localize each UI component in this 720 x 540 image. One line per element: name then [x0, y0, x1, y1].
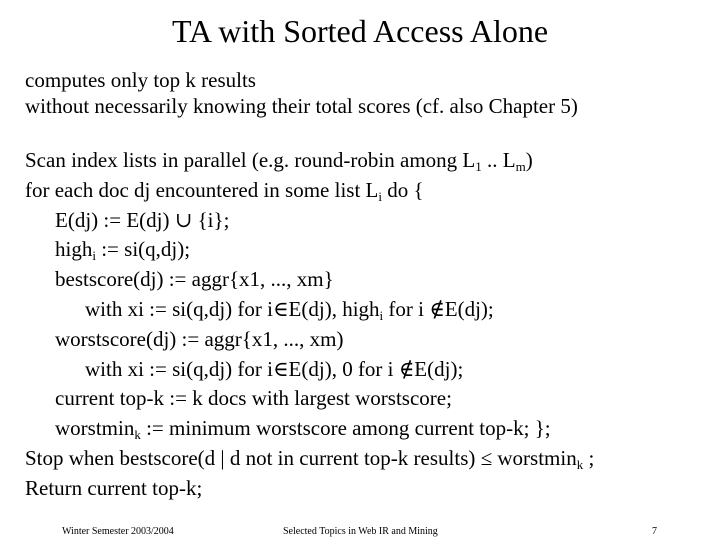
intro-text [25, 67, 578, 119]
algo-subscript: 1 [475, 159, 482, 174]
algo-subscript: k [134, 427, 141, 443]
slide-title: TA with Sorted Access Alone [171, 13, 549, 49]
algo-text: worstmin [55, 416, 135, 441]
algo-line-worstscore-with: with xi := si(q,dj) for i∈E(dj), 0 for i ∉E(dj); [85, 356, 464, 381]
algo-line-return: Return current top-k; [25, 475, 203, 500]
algo-text: := minimum worstscore among current top-k; }; [140, 416, 551, 441]
algo-line-high [25, 235, 594, 265]
algo-line-current-topk: current top-k := k docs with largest worstscore; [55, 386, 452, 411]
algo-line-for-each [25, 176, 594, 206]
footer-course: Selected Topics in Web IR and Mining [283, 526, 438, 537]
algo-line-worstscore: worstscore(dj) := aggr{x1, ..., xm) [55, 326, 344, 351]
algo-subscript: i [92, 248, 96, 264]
intro-line-1: computes only top k results [25, 68, 256, 92]
algo-line-scan [25, 146, 594, 176]
algo-line-bestscore: bestscore(dj) := aggr{x1, ..., xm} [55, 267, 334, 292]
algo-text: := si(q,dj); [95, 237, 191, 262]
algo-text: ) [525, 148, 533, 172]
footer-semester: Winter Semester 2003/2004 [62, 526, 174, 537]
algo-line-bestscore-with [25, 295, 594, 325]
algo-text: do { [382, 177, 424, 202]
algo-text: ; [583, 445, 595, 470]
algo-line-stop [25, 444, 594, 474]
footer-page-number: 7 [652, 526, 657, 537]
intro-line-2: without necessarily knowing their total scores (cf. also Chapter 5) [25, 94, 578, 118]
algo-subscript: m [515, 159, 526, 174]
algo-text: Stop when bestscore(d | d not in current top-k results) ≤ worstmin [25, 445, 577, 470]
algo-text: Scan index lists in parallel (e.g. round-robin among L [25, 148, 476, 172]
algo-subscript: i [379, 307, 384, 323]
algo-line-worstmin [25, 414, 594, 444]
algorithm-pseudocode [25, 146, 594, 504]
algo-subscript: k [576, 456, 584, 472]
algo-text: high [55, 237, 93, 262]
algo-line-update-e: E(dj) := E(dj) ∪ {i}; [55, 207, 230, 232]
algo-text: with xi := si(q,dj) for i∈E(dj), high [85, 296, 380, 321]
algo-text: for i ∉E(dj); [383, 296, 494, 321]
algo-text: .. L [481, 148, 516, 172]
algo-subscript: i [378, 188, 383, 204]
algo-text: for each doc dj encountered in some list L [25, 177, 379, 202]
